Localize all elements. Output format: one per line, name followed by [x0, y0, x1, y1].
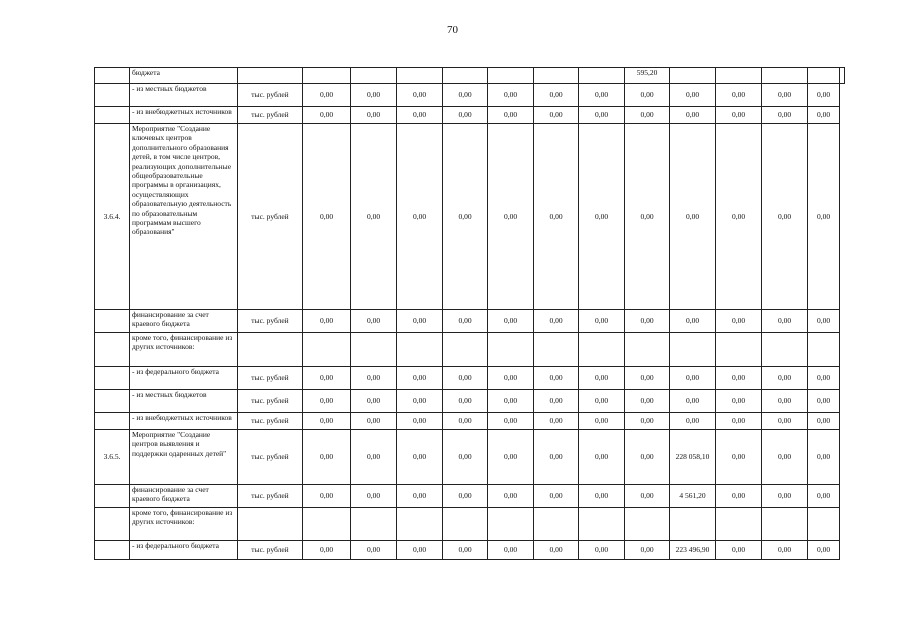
value-cell: 0,00 — [579, 430, 625, 485]
row-unit: тыс. рублей — [238, 124, 303, 310]
value-cell — [351, 333, 397, 367]
value-cell — [579, 333, 625, 367]
table-row — [95, 84, 845, 107]
row-unit: тыс. рублей — [238, 430, 303, 485]
value-cell: 0,00 — [625, 413, 670, 430]
table-row — [95, 310, 845, 333]
value-cell: 0,00 — [534, 390, 579, 413]
value-cell: 0,00 — [670, 124, 716, 310]
value-cell — [303, 333, 351, 367]
value-cell: 0,00 — [443, 485, 488, 508]
value-cell: 0,00 — [488, 430, 534, 485]
value-cell — [397, 68, 443, 84]
value-cell: 0,00 — [625, 124, 670, 310]
row-name: - из местных бюджетов — [130, 84, 238, 107]
value-cell: 0,00 — [762, 430, 808, 485]
value-cell: 0,00 — [716, 413, 762, 430]
value-cell — [443, 68, 488, 84]
row-unit — [238, 333, 303, 367]
row-name: - из внебюджетных источников — [130, 107, 238, 124]
value-cell: 0,00 — [534, 485, 579, 508]
value-cell: 0,00 — [808, 367, 840, 390]
value-cell: 0,00 — [670, 367, 716, 390]
value-cell: 0,00 — [762, 310, 808, 333]
value-cell: 0,00 — [808, 485, 840, 508]
value-cell: 0,00 — [534, 541, 579, 560]
value-cell: 0,00 — [351, 84, 397, 107]
value-cell: 0,00 — [397, 413, 443, 430]
value-cell: 0,00 — [351, 367, 397, 390]
value-cell: 0,00 — [303, 310, 351, 333]
row-number — [95, 310, 130, 333]
value-cell: 0,00 — [488, 367, 534, 390]
value-cell: 0,00 — [351, 541, 397, 560]
value-cell: 0,00 — [808, 390, 840, 413]
table-row — [95, 508, 845, 541]
value-cell: 0,00 — [303, 107, 351, 124]
value-cell: 0,00 — [303, 413, 351, 430]
value-cell — [397, 508, 443, 541]
row-unit: тыс. рублей — [238, 390, 303, 413]
value-cell: 0,00 — [488, 485, 534, 508]
value-cell — [579, 68, 625, 84]
value-cell: 0,00 — [762, 84, 808, 107]
value-cell: 0,00 — [625, 541, 670, 560]
value-cell — [303, 508, 351, 541]
value-cell — [397, 333, 443, 367]
value-cell — [351, 508, 397, 541]
value-cell: 0,00 — [443, 430, 488, 485]
value-cell: 0,00 — [303, 124, 351, 310]
value-cell — [762, 508, 808, 541]
table-row — [95, 541, 845, 560]
value-cell: 0,00 — [716, 107, 762, 124]
value-cell: 0,00 — [670, 84, 716, 107]
value-cell: 0,00 — [443, 541, 488, 560]
value-cell: 0,00 — [716, 541, 762, 560]
row-unit: тыс. рублей — [238, 485, 303, 508]
row-unit — [238, 68, 303, 84]
value-cell: 0,00 — [716, 430, 762, 485]
value-cell: 0,00 — [808, 107, 840, 124]
value-cell: 0,00 — [534, 107, 579, 124]
value-cell — [579, 508, 625, 541]
value-cell: 0,00 — [670, 390, 716, 413]
value-cell — [534, 333, 579, 367]
value-cell: 0,00 — [488, 107, 534, 124]
table-row — [95, 68, 845, 84]
value-cell: 0,00 — [488, 310, 534, 333]
row-number — [95, 84, 130, 107]
table-row — [95, 333, 845, 367]
value-cell — [488, 68, 534, 84]
value-cell — [716, 68, 762, 84]
value-cell — [351, 68, 397, 84]
value-cell: 0,00 — [534, 124, 579, 310]
value-cell: 0,00 — [625, 485, 670, 508]
value-cell: 0,00 — [397, 367, 443, 390]
value-cell — [762, 333, 808, 367]
table-row — [95, 124, 845, 310]
budget-table — [94, 67, 845, 560]
value-cell: 0,00 — [397, 84, 443, 107]
row-name: - из внебюджетных источников — [130, 413, 238, 430]
value-cell — [534, 508, 579, 541]
table-row — [95, 413, 845, 430]
value-cell: 0,00 — [534, 84, 579, 107]
row-name: кроме того, финансирование из других источников: — [130, 333, 238, 367]
value-cell: 0,00 — [579, 107, 625, 124]
value-cell: 0,00 — [397, 310, 443, 333]
value-cell — [840, 68, 845, 84]
value-cell: 0,00 — [534, 367, 579, 390]
value-cell: 0,00 — [716, 124, 762, 310]
row-name: Мероприятие "Создание ключевых центров дополнительного образования детей, в том числе центров, реализующих дополнительные общеобразовательные программы в организациях, осуществляющих образовательную деятельность по образовательным программам высшего образования" — [130, 124, 238, 310]
value-cell: 0,00 — [579, 367, 625, 390]
value-cell: 0,00 — [808, 430, 840, 485]
value-cell: 0,00 — [579, 541, 625, 560]
value-cell: 0,00 — [625, 84, 670, 107]
table-row — [95, 390, 845, 413]
value-cell: 0,00 — [303, 84, 351, 107]
value-cell: 0,00 — [397, 107, 443, 124]
row-unit: тыс. рублей — [238, 84, 303, 107]
value-cell: 0,00 — [762, 124, 808, 310]
value-cell: 0,00 — [762, 413, 808, 430]
value-cell — [808, 68, 840, 84]
value-cell: 0,00 — [716, 367, 762, 390]
row-number — [95, 367, 130, 390]
value-cell: 0,00 — [397, 430, 443, 485]
value-cell: 0,00 — [351, 413, 397, 430]
value-cell: 0,00 — [579, 124, 625, 310]
table-row — [95, 107, 845, 124]
row-name: - из местных бюджетов — [130, 390, 238, 413]
value-cell — [443, 508, 488, 541]
value-cell: 0,00 — [625, 367, 670, 390]
value-cell: 0,00 — [625, 390, 670, 413]
row-unit: тыс. рублей — [238, 367, 303, 390]
row-name: - из федерального бюджета — [130, 367, 238, 390]
row-number: 3.6.5. — [95, 430, 130, 485]
table-row — [95, 367, 845, 390]
value-cell — [670, 333, 716, 367]
value-cell: 0,00 — [579, 485, 625, 508]
row-number — [95, 508, 130, 541]
value-cell: 0,00 — [625, 310, 670, 333]
value-cell: 0,00 — [397, 390, 443, 413]
value-cell: 0,00 — [488, 390, 534, 413]
value-cell: 0,00 — [625, 430, 670, 485]
value-cell — [625, 508, 670, 541]
row-number — [95, 390, 130, 413]
value-cell — [808, 508, 840, 541]
row-number — [95, 541, 130, 560]
row-unit: тыс. рублей — [238, 541, 303, 560]
value-cell: 0,00 — [351, 124, 397, 310]
row-unit: тыс. рублей — [238, 310, 303, 333]
value-cell: 0,00 — [351, 107, 397, 124]
table-body — [95, 68, 845, 560]
row-name: - из федерального бюджета — [130, 541, 238, 560]
value-cell: 0,00 — [443, 367, 488, 390]
row-number — [95, 68, 130, 84]
value-cell — [488, 333, 534, 367]
value-cell — [670, 508, 716, 541]
value-cell: 0,00 — [443, 124, 488, 310]
value-cell: 0,00 — [716, 310, 762, 333]
value-cell: 0,00 — [303, 367, 351, 390]
value-cell — [534, 68, 579, 84]
table-row — [95, 430, 845, 485]
value-cell: 0,00 — [488, 124, 534, 310]
row-number: 3.6.4. — [95, 124, 130, 310]
value-cell: 0,00 — [397, 541, 443, 560]
value-cell: 0,00 — [579, 390, 625, 413]
value-cell: 0,00 — [351, 390, 397, 413]
row-name: финансирование за счет краевого бюджета — [130, 485, 238, 508]
value-cell — [443, 333, 488, 367]
row-unit: тыс. рублей — [238, 413, 303, 430]
row-number — [95, 413, 130, 430]
row-name: Мероприятие "Создание центров выявления и поддержки одаренных детей" — [130, 430, 238, 485]
value-cell — [762, 68, 808, 84]
value-cell: 0,00 — [443, 390, 488, 413]
row-number — [95, 107, 130, 124]
value-cell — [716, 333, 762, 367]
value-cell: 0,00 — [303, 430, 351, 485]
value-cell: 0,00 — [716, 390, 762, 413]
value-cell: 0,00 — [762, 367, 808, 390]
value-cell: 0,00 — [534, 310, 579, 333]
row-unit — [238, 508, 303, 541]
value-cell: 0,00 — [625, 107, 670, 124]
value-cell: 0,00 — [303, 541, 351, 560]
value-cell: 0,00 — [670, 413, 716, 430]
value-cell: 0,00 — [670, 310, 716, 333]
value-cell: 0,00 — [808, 310, 840, 333]
row-unit: тыс. рублей — [238, 107, 303, 124]
value-cell: 0,00 — [579, 310, 625, 333]
value-cell: 0,00 — [579, 413, 625, 430]
value-cell — [488, 508, 534, 541]
value-cell: 0,00 — [443, 107, 488, 124]
value-cell: 595,20 — [625, 68, 670, 84]
value-cell: 223 496,90 — [670, 541, 716, 560]
value-cell: 0,00 — [762, 107, 808, 124]
value-cell: 0,00 — [351, 430, 397, 485]
value-cell: 0,00 — [716, 485, 762, 508]
value-cell: 4 561,20 — [670, 485, 716, 508]
value-cell: 0,00 — [670, 107, 716, 124]
table-row — [95, 485, 845, 508]
value-cell: 0,00 — [488, 84, 534, 107]
value-cell — [625, 333, 670, 367]
value-cell — [808, 333, 840, 367]
value-cell: 0,00 — [397, 485, 443, 508]
value-cell: 0,00 — [762, 390, 808, 413]
value-cell: 0,00 — [443, 84, 488, 107]
value-cell: 0,00 — [762, 485, 808, 508]
value-cell: 0,00 — [579, 84, 625, 107]
row-number — [95, 333, 130, 367]
value-cell: 0,00 — [351, 310, 397, 333]
value-cell: 0,00 — [488, 541, 534, 560]
value-cell: 0,00 — [443, 310, 488, 333]
row-name: бюджета — [130, 68, 238, 84]
value-cell: 0,00 — [762, 541, 808, 560]
value-cell — [716, 508, 762, 541]
value-cell: 0,00 — [534, 413, 579, 430]
value-cell: 0,00 — [808, 413, 840, 430]
value-cell — [670, 68, 716, 84]
value-cell: 0,00 — [397, 124, 443, 310]
row-name: финансирование за счет краевого бюджета — [130, 310, 238, 333]
page-number: 70 — [447, 24, 458, 36]
value-cell: 0,00 — [303, 390, 351, 413]
value-cell: 0,00 — [303, 485, 351, 508]
row-number — [95, 485, 130, 508]
value-cell: 0,00 — [443, 413, 488, 430]
value-cell: 0,00 — [534, 430, 579, 485]
value-cell: 0,00 — [351, 485, 397, 508]
value-cell: 228 058,10 — [670, 430, 716, 485]
value-cell: 0,00 — [716, 84, 762, 107]
value-cell: 0,00 — [488, 413, 534, 430]
value-cell: 0,00 — [808, 541, 840, 560]
value-cell: 0,00 — [808, 84, 840, 107]
row-name: кроме того, финансирование из других источников: — [130, 508, 238, 541]
value-cell: 0,00 — [808, 124, 840, 310]
value-cell — [303, 68, 351, 84]
